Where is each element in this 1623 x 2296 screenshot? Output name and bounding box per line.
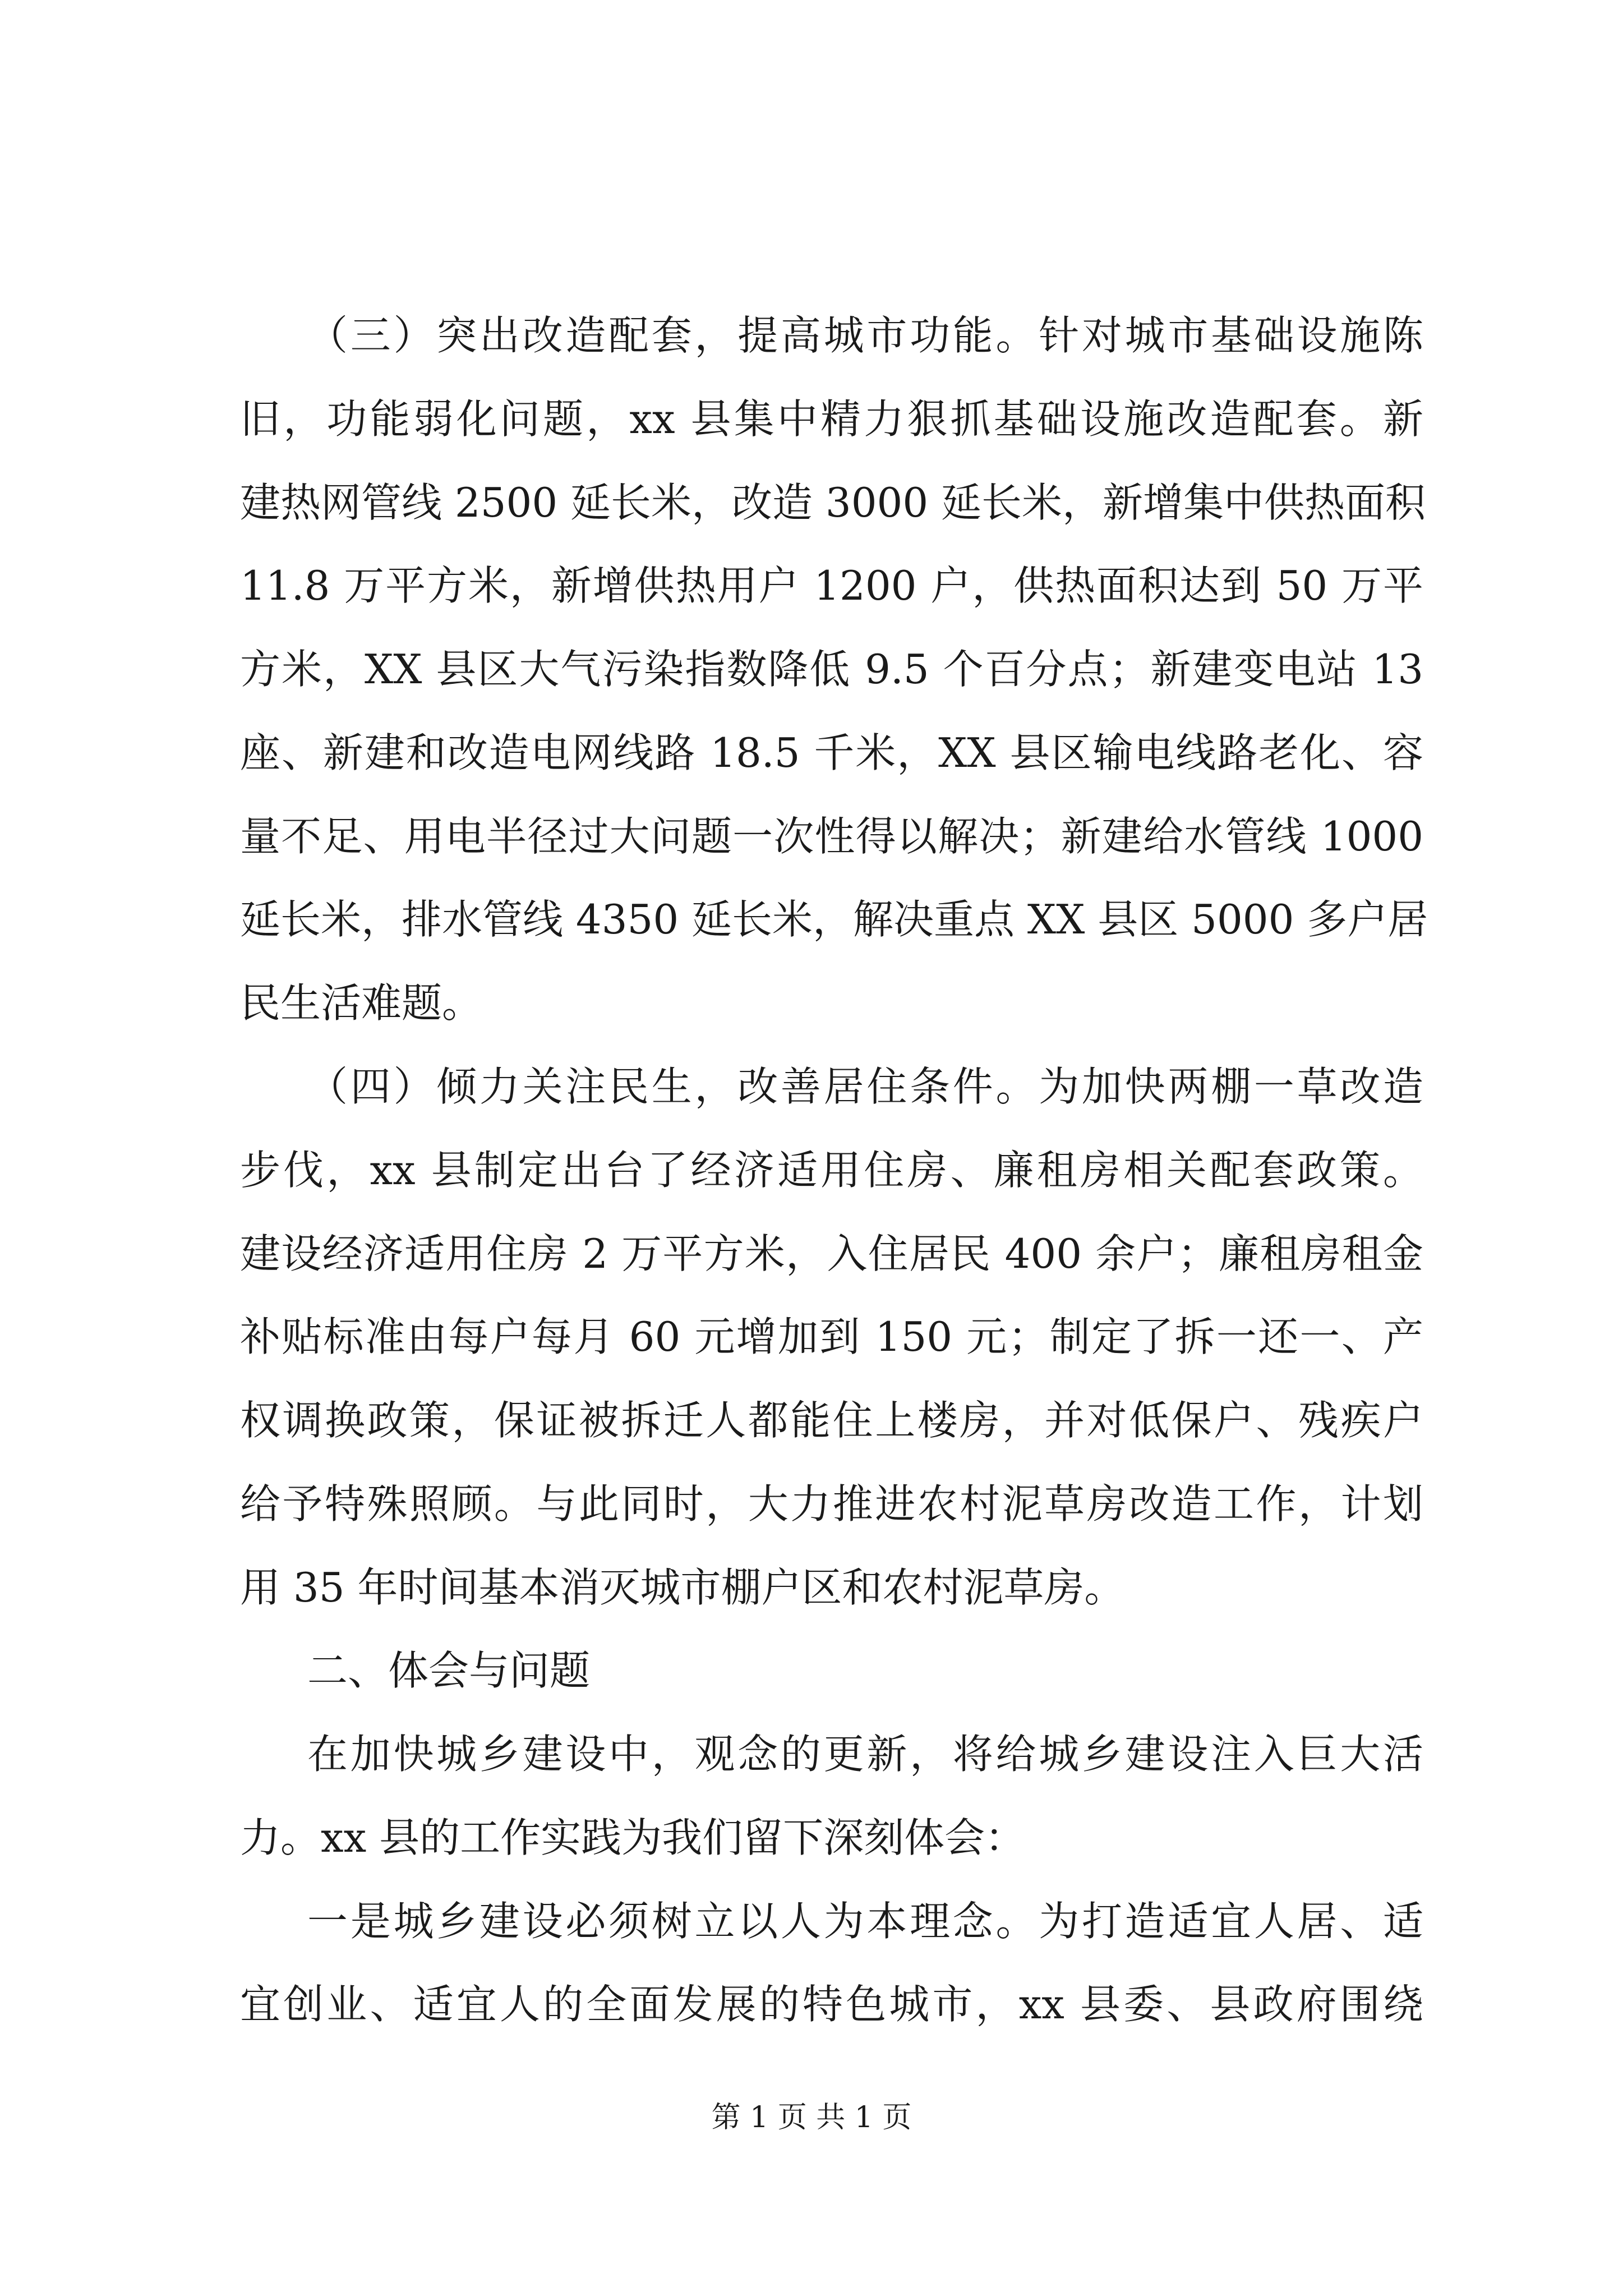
- paragraph-6-line-2: 宜创业、适宜人的全面发展的特色城市，xx 县委、县政府围绕: [240, 1981, 1423, 2028]
- paragraph-4-line-3: 建设经济适用住房 2 万平方米，入住居民 400 余户；廉租房租金: [240, 1230, 1423, 1277]
- paragraph-3-line-8: 延长米，排水管线 4350 延长米，解决重点 XX 县区 5000 多户居: [240, 896, 1428, 943]
- paragraph-4-line-6: 给予特殊照顾。与此同时，大力推进农村泥草房改造工作，计划: [240, 1480, 1423, 1527]
- paragraph-5-line-2: 力。xx 县的工作实践为我们留下深刻体会：: [240, 1814, 1026, 1861]
- section-heading: 二、体会与问题: [307, 1647, 591, 1694]
- paragraph-3-line-2: 旧，功能弱化问题，xx 县集中精力狠抓基础设施改造配套。新: [240, 395, 1423, 443]
- paragraph-6-line-1: 一是城乡建设必须树立以人为本理念。为打造适宜人居、适: [307, 1898, 1423, 1945]
- paragraph-4-line-7: 用 35 年时间基本消灭城市棚户区和农村泥草房。: [240, 1564, 1125, 1611]
- paragraph-3-line-9: 民生活难题。: [240, 979, 483, 1027]
- paragraph-3-line-6: 座、新建和改造电网线路 18.5 千米，XX 县区输电线路老化、容: [240, 729, 1423, 776]
- page-footer: 第 1 页 共 1 页: [711, 2101, 912, 2134]
- paragraph-3-line-1: （三）突出改造配套，提高城市功能。针对城市基础设施陈: [307, 312, 1423, 359]
- paragraph-5-line-1: 在加快城乡建设中，观念的更新，将给城乡建设注入巨大活: [307, 1731, 1423, 1778]
- paragraph-4-line-1: （四）倾力关注民生，改善居住条件。为加快两棚一草改造: [307, 1063, 1423, 1110]
- paragraph-3-line-3: 建热网管线 2500 延长米，改造 3000 延长米，新增集中供热面积: [240, 479, 1426, 526]
- paragraph-3-line-5: 方米，XX 县区大气污染指数降低 9.5 个百分点；新建变电站 13: [240, 646, 1423, 693]
- paragraph-4-line-4: 补贴标准由每户每月 60 元增加到 150 元；制定了拆一还一、产: [240, 1313, 1423, 1360]
- paragraph-4-line-2: 步伐，xx 县制定出台了经济适用住房、廉租房相关配套政策。: [240, 1147, 1423, 1194]
- paragraph-3-line-7: 量不足、用电半径过大问题一次性得以解决；新建给水管线 1000: [240, 813, 1423, 860]
- paragraph-3-line-4: 11.8 万平方米，新增供热用户 1200 户，供热面积达到 50 万平: [240, 562, 1423, 609]
- paragraph-4-line-5: 权调换政策，保证被拆迁人都能住上楼房，并对低保户、残疾户: [240, 1397, 1423, 1444]
